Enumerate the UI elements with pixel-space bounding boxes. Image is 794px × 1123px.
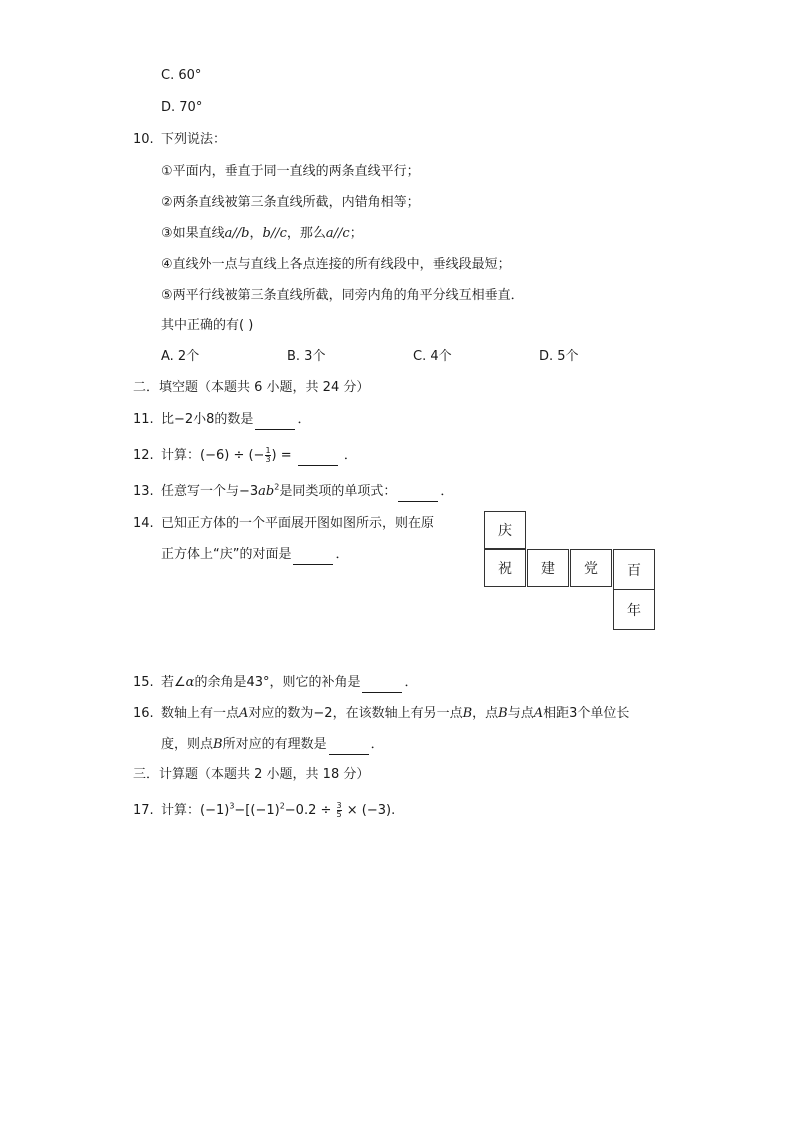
q17-number: 17. [133,803,154,818]
q17-text-c: −0.2 ÷ [284,803,336,818]
q14-number: 14. [133,516,154,531]
q11-answer-blank[interactable] [255,415,295,430]
q14-line-2-text-a: 正方体上“庆”的对面是 [161,547,292,562]
q10-s3-text-c: ，那么 [286,226,326,241]
q12-fraction [265,447,270,464]
q10-number: 10. [133,132,154,147]
q11-number: 11. [133,412,154,427]
q15-text-b: 的余角是43°，则它的补角是 [194,675,361,690]
net-cell-qing: 庆 [484,511,526,549]
q10-option-b: B. 3个 [287,349,326,364]
q10-option-a: A. 2个 [161,349,200,364]
q10-s3-math-2: b//c [262,226,287,241]
q12-text-a: 计算：(−6) ÷ (− [161,448,265,463]
q16-number: 16. [133,706,154,721]
q16-answer-blank[interactable] [329,740,369,755]
q9-option-d: D. 70° [161,100,203,115]
q16-point-b-2: B [498,706,508,721]
q13-answer-blank[interactable] [398,487,438,502]
q13-number: 13. [133,484,154,499]
q10-statement-5: ⑤两平行线被第三条直线所截，同旁内角的角平分线互相垂直． [161,288,524,303]
q12-text-b: ) = [271,448,296,463]
net-cell-bai: 百 [613,549,655,590]
section-3-title: 三．计算题（本题共 2 小题，共 18 分） [133,767,370,782]
net-cell-zhu: 祝 [484,549,526,587]
q16-point-a-2: A [533,706,544,721]
q17-sup-2: 2 [279,801,285,811]
net-cell-jian: 建 [527,549,569,587]
q17-text [161,801,395,821]
q13-text-b: 是同类项的单项式： [279,484,397,499]
q10-stem: 下列说法： [161,132,227,147]
q17-frac-num: 3 [336,801,342,810]
q17-text-d: × (−3). [342,803,396,818]
q17-fraction [337,802,342,819]
q11-text [161,410,310,430]
q16-l1-text-a: 数轴上有一点 [161,706,240,721]
q16-point-a: A [239,706,249,721]
q16-line-1 [161,704,629,724]
q16-l1-text-c: ，点 [472,706,499,721]
net-cell-dang: 党 [570,549,612,587]
q10-s3-text-d: ； [349,226,363,241]
q10-statement-3 [161,224,363,244]
q9-option-c: C. 60° [161,68,202,83]
q16-l2-text-c: ． [370,737,384,752]
q13-superscript: 2 [274,482,280,492]
q14-line-1: 已知正方体的一个平面展开图如图所示，则在原 [161,516,435,531]
q13-text [161,482,453,502]
q10-ask: 其中正确的有( ) [161,318,254,333]
q10-s3-math-3: a//c [325,226,350,241]
q13-text-c: ． [440,484,454,499]
section-2-title: 二．填空题（本题共 6 小题，共 24 分） [133,380,370,395]
q17-text-b: −[(−1) [234,803,280,818]
q17-sup-1: 3 [229,801,235,811]
q16-point-b-3: B [213,737,223,752]
q16-l1-text-b: 对应的数为−2，在该数轴上有另一点 [248,706,463,721]
q15-text-a: 若∠ [161,675,186,690]
q17-frac-den: 5 [336,810,342,819]
q11-text-b: ． [297,412,311,427]
q12-frac-num: 1 [265,446,271,455]
q15-number: 15. [133,675,154,690]
q16-l1-text-e: 相距3个单位长 [543,706,630,721]
q10-s3-text-a: ③如果直线 [161,226,225,241]
q13-text-a: 任意写一个与−3 [161,484,259,499]
q12-text [161,446,357,466]
q10-statement-1: ①平面内，垂直于同一直线的两条直线平行； [161,164,420,179]
q14-line-2-text-b: ． [335,547,349,562]
q11-text-a: 比−2小8的数是 [161,412,254,427]
q15-text [161,673,418,693]
q13-math: ab [258,484,275,499]
q10-s3-text-b: ， [249,226,263,241]
q12-frac-den: 3 [265,455,271,464]
q10-statement-4: ④直线外一点与直线上各点连接的所有线段中，垂线段最短； [161,257,511,272]
q14-answer-blank[interactable] [293,550,333,565]
q16-line-2 [161,735,384,755]
q10-s3-math-1: a//b [224,226,250,241]
q10-statement-2: ②两条直线被第三条直线所截，内错角相等； [161,195,420,210]
q16-l1-text-d: 与点 [507,706,534,721]
q15-math: α [185,675,195,690]
q17-text-a: 计算：(−1) [161,803,230,818]
q14-line-2 [161,545,349,565]
q12-text-c: ． [343,448,357,463]
q12-number: 12. [133,448,154,463]
q12-answer-blank[interactable] [298,451,338,466]
q16-point-b: B [462,706,473,721]
net-cell-nian: 年 [613,589,655,630]
q15-answer-blank[interactable] [362,678,402,693]
cube-net-figure [484,511,658,631]
q10-option-d: D. 5个 [539,349,579,364]
q10-option-c: C. 4个 [413,349,452,364]
q16-l2-text-a: 度，则点 [161,737,214,752]
q16-l2-text-b: 所对应的有理数是 [222,737,327,752]
q15-text-c: ． [404,675,418,690]
